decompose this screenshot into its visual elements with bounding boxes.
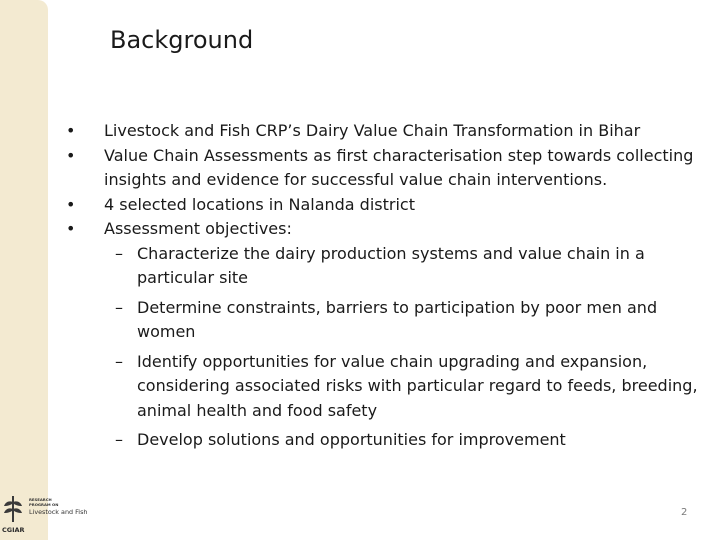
bullet-item bbox=[58, 144, 708, 193]
sub-bullet-text: Determine constraints, barriers to participation by poor men and women bbox=[137, 297, 658, 341]
sub-bullet-item bbox=[104, 350, 708, 424]
bullet-text: Assessment objectives: bbox=[104, 219, 292, 238]
sub-bullet-item bbox=[104, 428, 708, 453]
dash-marker: – bbox=[115, 430, 123, 449]
bullet-item bbox=[58, 217, 708, 453]
program-name: Livestock and Fish bbox=[29, 508, 88, 516]
slide-sidebar-band bbox=[0, 0, 48, 540]
bullet-item bbox=[58, 119, 708, 144]
page-number: 2 bbox=[681, 507, 688, 518]
slide-content bbox=[58, 119, 708, 458]
bullet-item bbox=[58, 193, 708, 218]
slide-title: Background bbox=[110, 26, 254, 54]
bullet-marker: • bbox=[66, 145, 76, 165]
cgiar-wordmark: CGIAR bbox=[2, 526, 25, 534]
bullet-marker: • bbox=[66, 194, 76, 214]
sub-bullet-item bbox=[104, 242, 708, 291]
bullet-marker: • bbox=[66, 121, 76, 140]
cgiar-leaf-icon bbox=[2, 494, 24, 524]
sub-bullet-text: Identify opportunities for value chain upgrading and expansion, considering associated risks with particular regard to feeds, breeding, animal health and food safety bbox=[137, 351, 698, 420]
bullet-list bbox=[58, 119, 708, 453]
sub-bullet-item bbox=[104, 296, 708, 345]
sub-bullet-text: Characterize the dairy production systems and value chain in a particular site bbox=[137, 243, 645, 287]
dash-marker: – bbox=[115, 351, 123, 371]
program-logo bbox=[2, 494, 94, 536]
bullet-marker: • bbox=[66, 219, 76, 238]
bullet-text: Value Chain Assessments as first characterisation step towards collecting insights and evidence for successful value chain interventions. bbox=[104, 145, 694, 189]
dash-marker: – bbox=[115, 297, 123, 317]
dash-marker: – bbox=[115, 243, 123, 263]
program-line: RESEARCH PROGRAM ON bbox=[29, 497, 59, 507]
sub-bullet-list bbox=[104, 242, 708, 453]
sub-bullet-text: Develop solutions and opportunities for improvement bbox=[137, 430, 566, 449]
bullet-text: Livestock and Fish CRP’s Dairy Value Chain Transformation in Bihar bbox=[104, 121, 641, 140]
bullet-text: 4 selected locations in Nalanda district bbox=[104, 194, 415, 214]
